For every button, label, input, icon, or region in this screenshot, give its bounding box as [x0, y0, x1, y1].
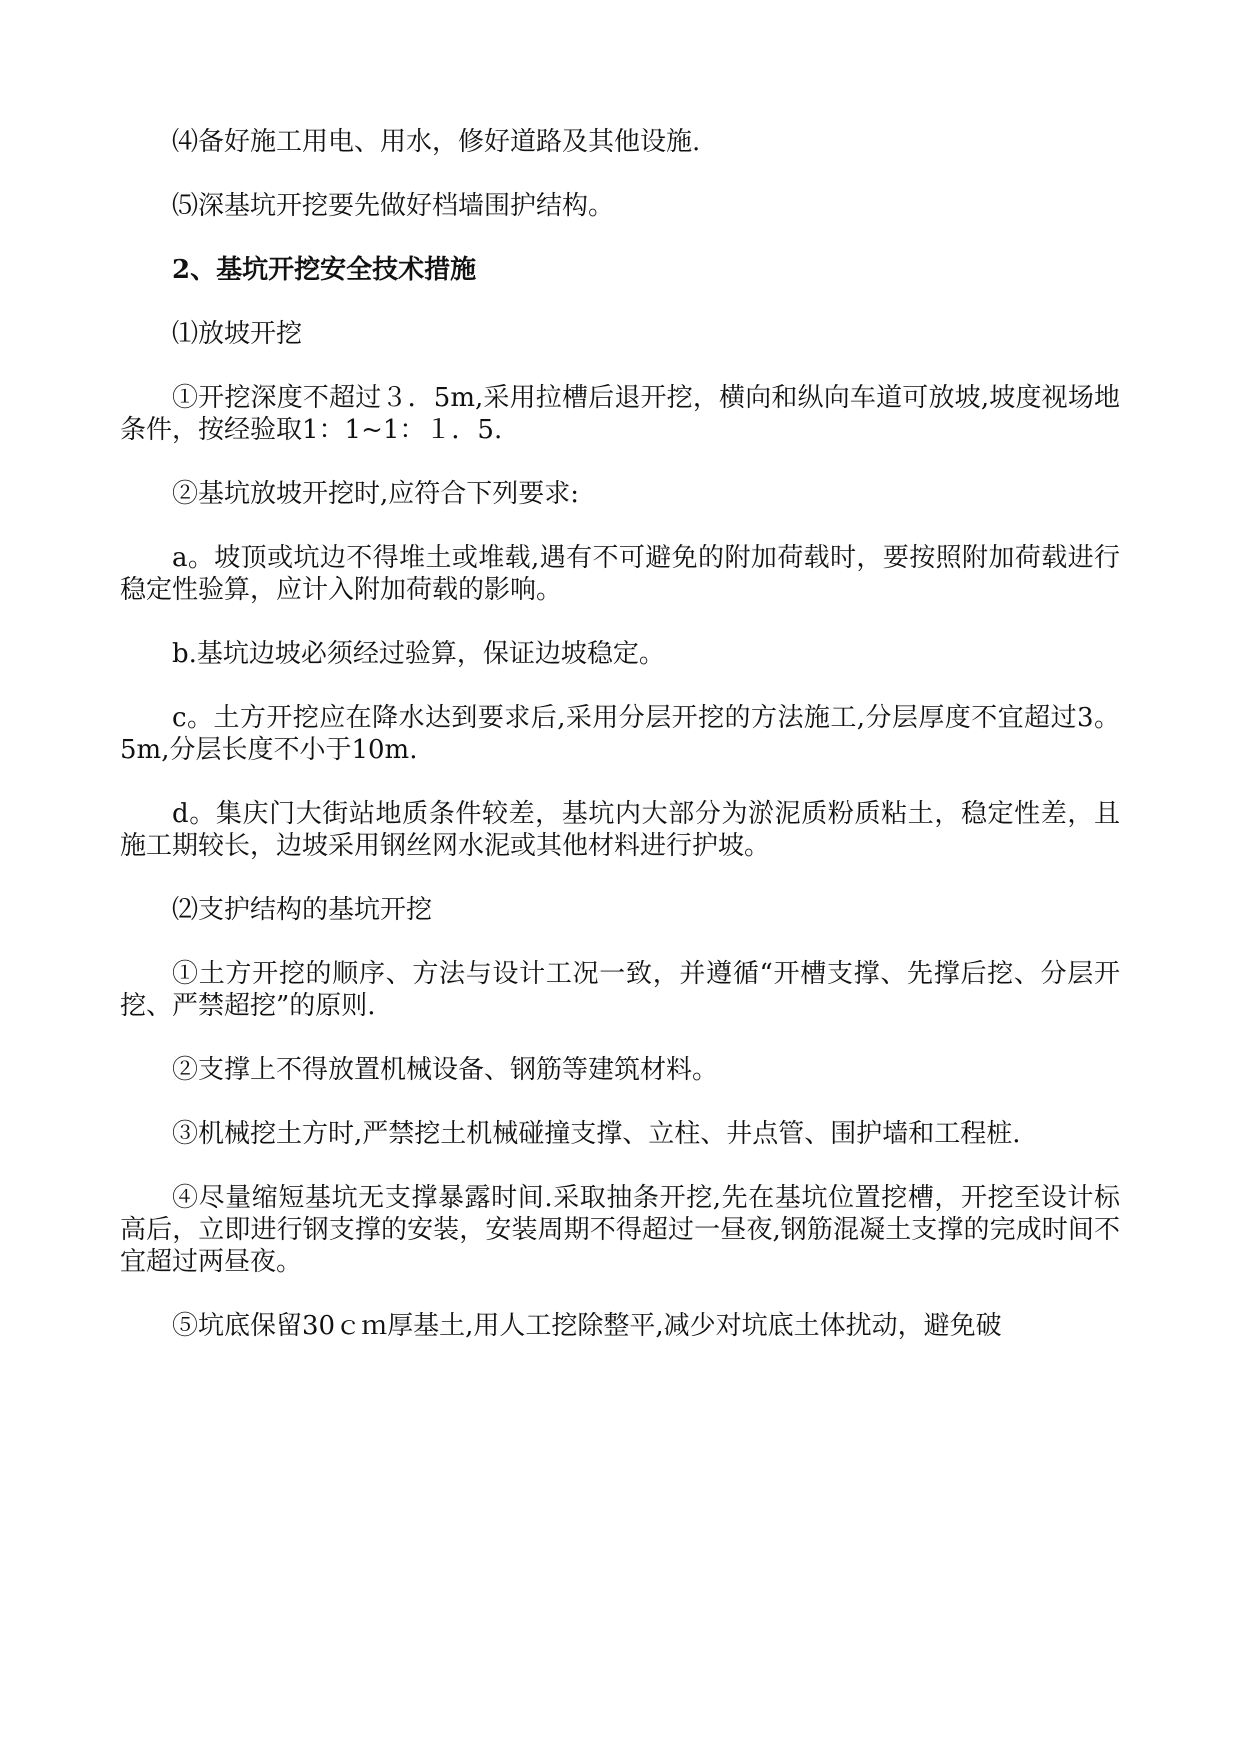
paragraph-excavation-depth: ①开挖深度不超过３．5m,采用拉槽后退开挖，横向和纵向车道可放坡,坡度视场地条件，按经验取1：1~1：１．5. — [120, 383, 1120, 445]
subheading-support-structure: ⑵支护结构的基坑开挖 — [172, 895, 433, 925]
paragraph-slope-requirements: ②基坑放坡开挖时,应符合下列要求: — [172, 479, 580, 509]
paragraph-support-4: ④尽量缩短基坑无支撑暴露时间.采取抽条开挖,先在基坑位置挖槽，开挖至设计标高后，立即进行钢支撑的安装，安装周期不得超过一昼夜,钢筋混凝土支撑的完成时间不宜超过两昼夜。 — [120, 1183, 1120, 1277]
document-page — [120, 126, 1120, 1374]
subheading-slope-excavation: ⑴放坡开挖 — [172, 319, 303, 349]
paragraph-support-1: ①土方开挖的顺序、方法与设计工况一致，并遵循“开槽支撑、先撑后挖、分层开挖、严禁超挖”的原则. — [120, 959, 1120, 1021]
paragraph-support-3: ③机械挖土方时,严禁挖土机械碰撞支撑、立柱、井点管、围护墙和工程桩. — [172, 1119, 1021, 1149]
paragraph-item-a: a。坡顶或坑边不得堆土或堆载,遇有不可避免的附加荷载时，要按照附加荷载进行稳定性验算，应计入附加荷载的影响。 — [120, 543, 1120, 605]
paragraph-retaining-wall: ⑸深基坑开挖要先做好档墙围护结构。 — [172, 191, 615, 221]
paragraph-item-d: d。集庆门大街站地质条件较差，基坑内大部分为淤泥质粉质粘土，稳定性差，且施工期较长，边坡采用钢丝网水泥或其他材料进行护坡。 — [120, 799, 1120, 861]
section-heading-safety-measures: 2、基坑开挖安全技术措施 — [172, 255, 477, 285]
paragraph-prep-power-water: ⑷备好施工用电、用水，修好道路及其他设施. — [172, 127, 701, 157]
paragraph-item-b: b.基坑边坡必须经过验算，保证边坡稳定。 — [172, 639, 665, 669]
paragraph-support-5: ⑤坑底保留30ｃｍ厚基土,用人工挖除整平,减少对坑底土体扰动，避免破 — [172, 1311, 1002, 1341]
paragraph-item-c: c。土方开挖应在降水达到要求后,采用分层开挖的方法施工,分层厚度不宜超过3。5m,分层长度不小于10m. — [120, 703, 1120, 765]
paragraph-support-2: ②支撑上不得放置机械设备、钢筋等建筑材料。 — [172, 1055, 719, 1085]
